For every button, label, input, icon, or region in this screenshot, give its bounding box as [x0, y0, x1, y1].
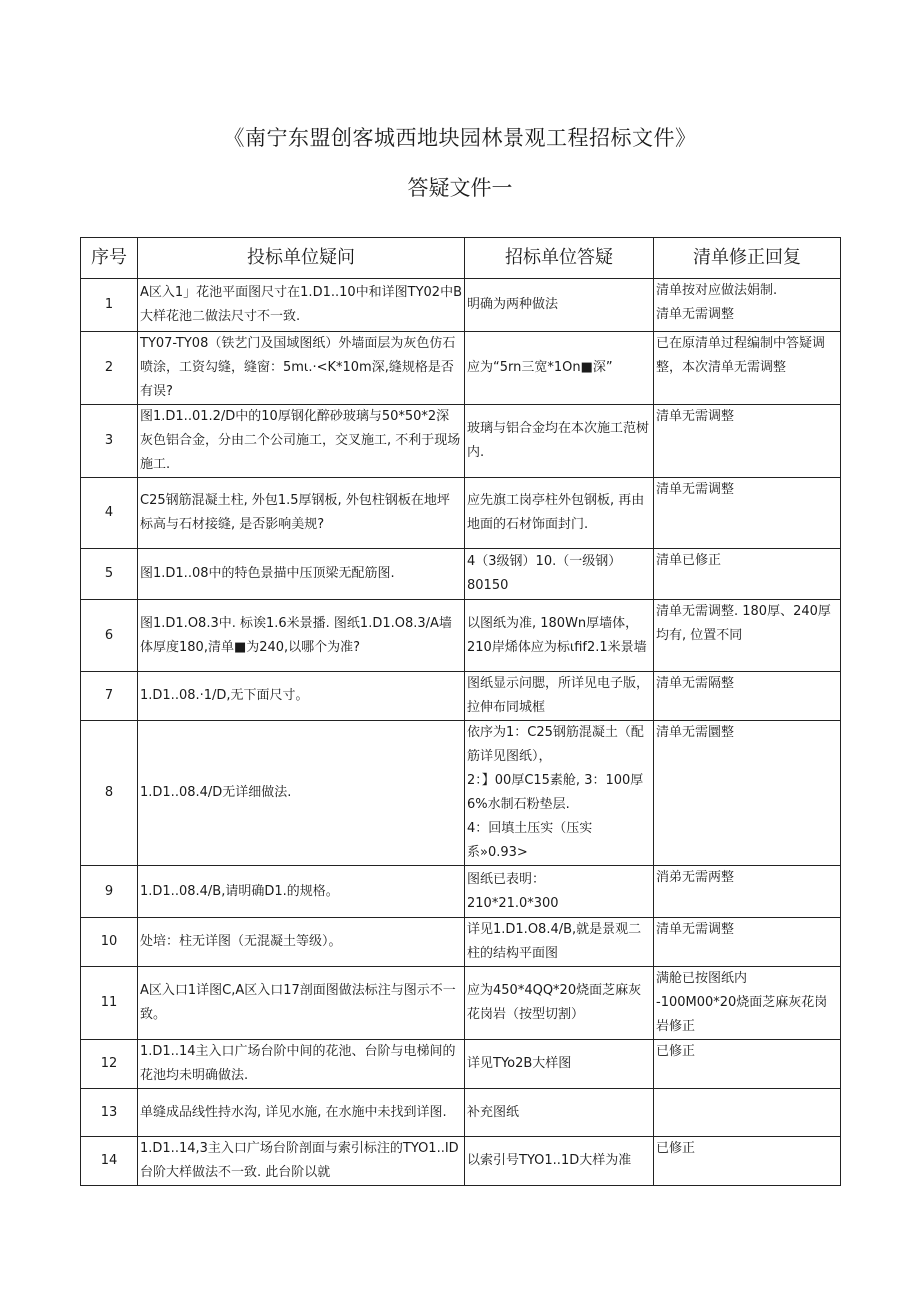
header-reply: 清单修正回复 [654, 238, 841, 279]
qa-table-body [81, 279, 841, 1186]
row-question: 处培：柱无详图（无混凝土等级）。 [138, 918, 465, 967]
row-answer: 以索引号TYO1..1D大样为准 [465, 1137, 654, 1186]
row-reply: 清单无需隔整 [654, 672, 841, 721]
table-row [81, 1040, 841, 1089]
table-row [81, 1137, 841, 1186]
row-answer: 以图纸为准, 180Wn厚墙体，210岸烯体应为标ιfif2.1米景墙 [465, 600, 654, 672]
row-question: 图1.D1..01.2/D中的10厚钢化醉砂玻璃与50*50*2深灰色铝合金，分由二个公司施工，交叉施工, 不利于现场施工. [138, 405, 465, 478]
row-reply: 已修正 [654, 1137, 841, 1186]
row-question: 单缝成品线性持水沟, 详见水施, 在水施中未找到详图. [138, 1089, 465, 1137]
row-number: 5 [81, 549, 138, 600]
row-answer: 应先旗工岗亭柱外包钢板, 再由地面的石材饰面封门. [465, 478, 654, 549]
header-answer: 招标单位答疑 [465, 238, 654, 279]
row-question: 1.D1..14主入口广场台阶中间的花池、台阶与电梯间的花池均未明确做法. [138, 1040, 465, 1089]
row-number: 10 [81, 918, 138, 967]
row-reply: 清单无需调整 [654, 918, 841, 967]
row-answer: 应为450*4QQ*20烧面芝麻灰花岗岩（按型切割） [465, 967, 654, 1040]
row-reply: 已修正 [654, 1040, 841, 1089]
row-question: A区入1」花池平面图尺寸在1.D1..10中和详图TY02中B大样花池二做法尺寸不一致. [138, 279, 465, 332]
row-answer: 玻璃与铝合金均在本次施工范树内. [465, 405, 654, 478]
table-row [81, 721, 841, 866]
row-number: 8 [81, 721, 138, 866]
row-answer: 4（3级钢）10.（一级钢）80150 [465, 549, 654, 600]
header-no: 序号 [81, 238, 138, 279]
row-answer: 明确为两种做法 [465, 279, 654, 332]
row-reply: 清单无需调整 [654, 478, 841, 549]
row-answer: 图纸显示问腮，所详见电子版，拉伸布同城框 [465, 672, 654, 721]
row-number: 7 [81, 672, 138, 721]
row-question: 图1.D1.O8.3中. 标诶1.6米景播. 图纸1.D1.O8.3/A墙体厚度180,清单■为240,以哪个为准? [138, 600, 465, 672]
table-row [81, 600, 841, 672]
row-question: 1.D1..08.4/D无详细做法. [138, 721, 465, 866]
row-number: 3 [81, 405, 138, 478]
document-subtitle: 答疑文件一 [407, 176, 513, 200]
row-number: 13 [81, 1089, 138, 1137]
table-row [81, 1089, 841, 1137]
row-answer: 详见1.D1.O8.4/B,就是景观二柱的结构平面图 [465, 918, 654, 967]
header-question: 投标单位疑问 [138, 238, 465, 279]
table-row [81, 405, 841, 478]
row-number: 4 [81, 478, 138, 549]
row-reply: 已在原清单过程编制中答疑调整，本次清单无需调整 [654, 332, 841, 405]
row-question: A区入口1详图C,A区入口17剖面图做法标注与图示不一致。 [138, 967, 465, 1040]
row-answer: 详见TYo2B大样图 [465, 1040, 654, 1089]
qa-table [80, 237, 841, 1186]
header-row [81, 238, 841, 279]
row-question: 图1.D1..08中的特色景描中压顶梁无配筋图. [138, 549, 465, 600]
row-number: 9 [81, 866, 138, 918]
table-row [81, 672, 841, 721]
row-answer: 补充图纸 [465, 1089, 654, 1137]
row-number: 12 [81, 1040, 138, 1089]
row-answer: 图纸已表明： 210*21.0*300 [465, 866, 654, 918]
row-answer: 依序为1：C25钢筋混凝土（配筋详见图纸）， 2：】00厚C15素舱, 3：100厚6%水制石粉垫层. 4：回填土压实（压实系»0.93> [465, 721, 654, 866]
row-number: 1 [81, 279, 138, 332]
table-row [81, 332, 841, 405]
row-number: 6 [81, 600, 138, 672]
row-number: 11 [81, 967, 138, 1040]
row-reply: 清单无需调整. 180厚、240厚均有, 位置不同 [654, 600, 841, 672]
row-question: 1.D1..08.4/B,请明确D1.的规格。 [138, 866, 465, 918]
row-reply: 消弟无需两整 [654, 866, 841, 918]
table-row [81, 918, 841, 967]
table-row [81, 549, 841, 600]
table-row [81, 967, 841, 1040]
row-number: 14 [81, 1137, 138, 1186]
row-number: 2 [81, 332, 138, 405]
table-row [81, 478, 841, 549]
row-question: C25钢筋混凝土柱, 外包1.5厚钢板, 外包柱钢板在地坪标高与石材接缝, 是否影响美规? [138, 478, 465, 549]
table-row [81, 279, 841, 332]
row-reply [654, 1089, 841, 1137]
row-reply: 清单已修正 [654, 549, 841, 600]
table-row [81, 866, 841, 918]
row-question: 1.D1..08.·1/D,无下面尺寸。 [138, 672, 465, 721]
row-answer: 应为“5rn三宽*1On■深” [465, 332, 654, 405]
row-question: TY07-TY08（铁艺门及国域图纸）外墙面层为灰色仿石喷涂，工资勾缝，缝窗：5mι.·<K*10m深,缝规格是否有误? [138, 332, 465, 405]
document-title: 《南宁东盟创客城西地块园林景观工程招标文件》 [223, 126, 697, 150]
row-reply: 满舱已按图纸内 -100M00*20烧面芝麻灰花岗岩修正 [654, 967, 841, 1040]
row-question: 1.D1..14,3主入口广场台阶剖面与索引标注的TYO1..ID台阶大样做法不一致. 此台阶以就 [138, 1137, 465, 1186]
row-reply: 清单按对应做法娟制. 清单无需调整 [654, 279, 841, 332]
row-reply: 清单无需圜整 [654, 721, 841, 866]
row-reply: 清单无需调整 [654, 405, 841, 478]
